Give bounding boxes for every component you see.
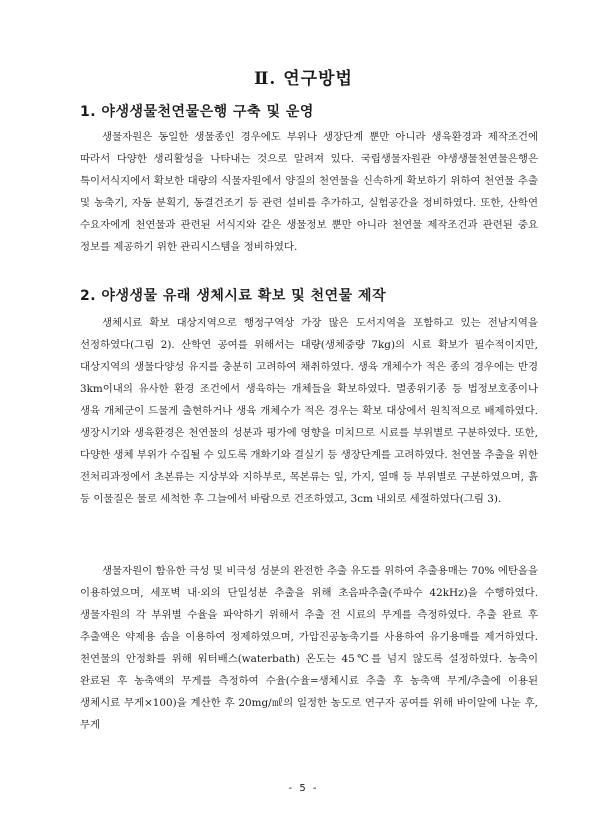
- section-2-paragraph-1: 생체시료 확보 대상지역으로 행정구역상 가장 많은 도서지역을 포함하고 있는 전남지역을 선정하였다(그림 2). 산학연 공여를 위해서는 대량(생체중량 7kg)의 시료 확보가 필수적이지만, 대상지역의 생물다양성 유지를 충분히 고려하여 채취하였다. 생육 개체수가 적은 종의 경우에는 반경 3km이내의 유사한 환경 조건에서 생육하는 개체들을 확보하였다. 멸종위기종 등 법정보호종이나 생육 개체군이 드물게 출현하거나 생육 개체수가 적은 경우는 확보 대상에서 원칙적으로 배제하였다. 생장시기와 생육환경은 천연물의 성분과 평가에 영향을 미치므로 시료를 부위별로 구분하였다. 또한, 다양한 생체 부위가 수집될 수 있도록 개화기와 결실기 등 생장단계를 고려하였다. 천연물 추출을 위한 전처리과정에서 초본류는 지상부와 지하부로, 목본류는 잎, 가지, 열매 등 부위별로 구분하였으며, 흙 등 이물질은 물로 세척한 후 그늘에서 바람으로 건조하였고, 3cm 내외로 세절하였다(그림 3).: [80, 317, 538, 505]
- section-1-paragraph-1: 생물자원은 동일한 생물종인 경우에도 부위나 생장단계 뿐만 아니라 생육환경과 제작조건에 따라서 다양한 생리활성을 나타내는 것으로 알려져 있다. 국립생물자원관 야생생물천연물은행은 특이서식지에서 확보한 대량의 식물자원에서 양질의 천연물을 신속하게 확보하기 위하여 천연물 추출 및 농축기, 자동 분획기, 동결건조기 등 관련 설비를 추가하고, 실험공간을 정비하였다. 또한, 산학연 수요자에게 천연물과 관련된 서식지와 같은 생물정보 뿐만 아니라 천연물 제작조건과 관련된 중요 정보를 제공하기 위한 관리시스템을 정비하였다.: [80, 131, 538, 253]
- chapter-title: Ⅱ. 연구방법: [254, 69, 353, 89]
- section-2-paragraph-2: 생물자원이 함유한 극성 및 비극성 성분의 완전한 추출 유도를 위하여 추출용매는 70% 에탄올을 이용하였으며, 세포벽 내·외의 단일성분 추출을 위해 초음파추출(주파수 42kHz)을 수행하였다. 생물자원의 각 부위별 수율을 파악하기 위해서 추출 전 시료의 무게를 측정하였다. 추출 완료 후 추출액은 약제용 솜을 이용하여 정제하였으며, 가압진공농축기를 사용하여 유기용매를 제거하였다. 천연물의 안정화를 위해 워터배스(waterbath) 온도는 45℃를 넘지 않도록 설정하였다. 농축이 완료된 후 농축액의 무게를 측정하여 수율(수율=생체시료 추출 후 농축액 무게/추출에 이용된 생체시료 무게×100)을 계산한 후 20mg/㎖의 일정한 농도로 연구자 공여를 위해 바이알에 나눈 후, 무게: [80, 565, 538, 731]
- section-heading-2: 2. 야생생물 유래 생체시료 확보 및 천연물 제작: [80, 288, 387, 304]
- page-number: - 5 -: [288, 783, 319, 794]
- section-heading-1: 1. 야생생물천연물은행 구축 및 운영: [80, 104, 314, 120]
